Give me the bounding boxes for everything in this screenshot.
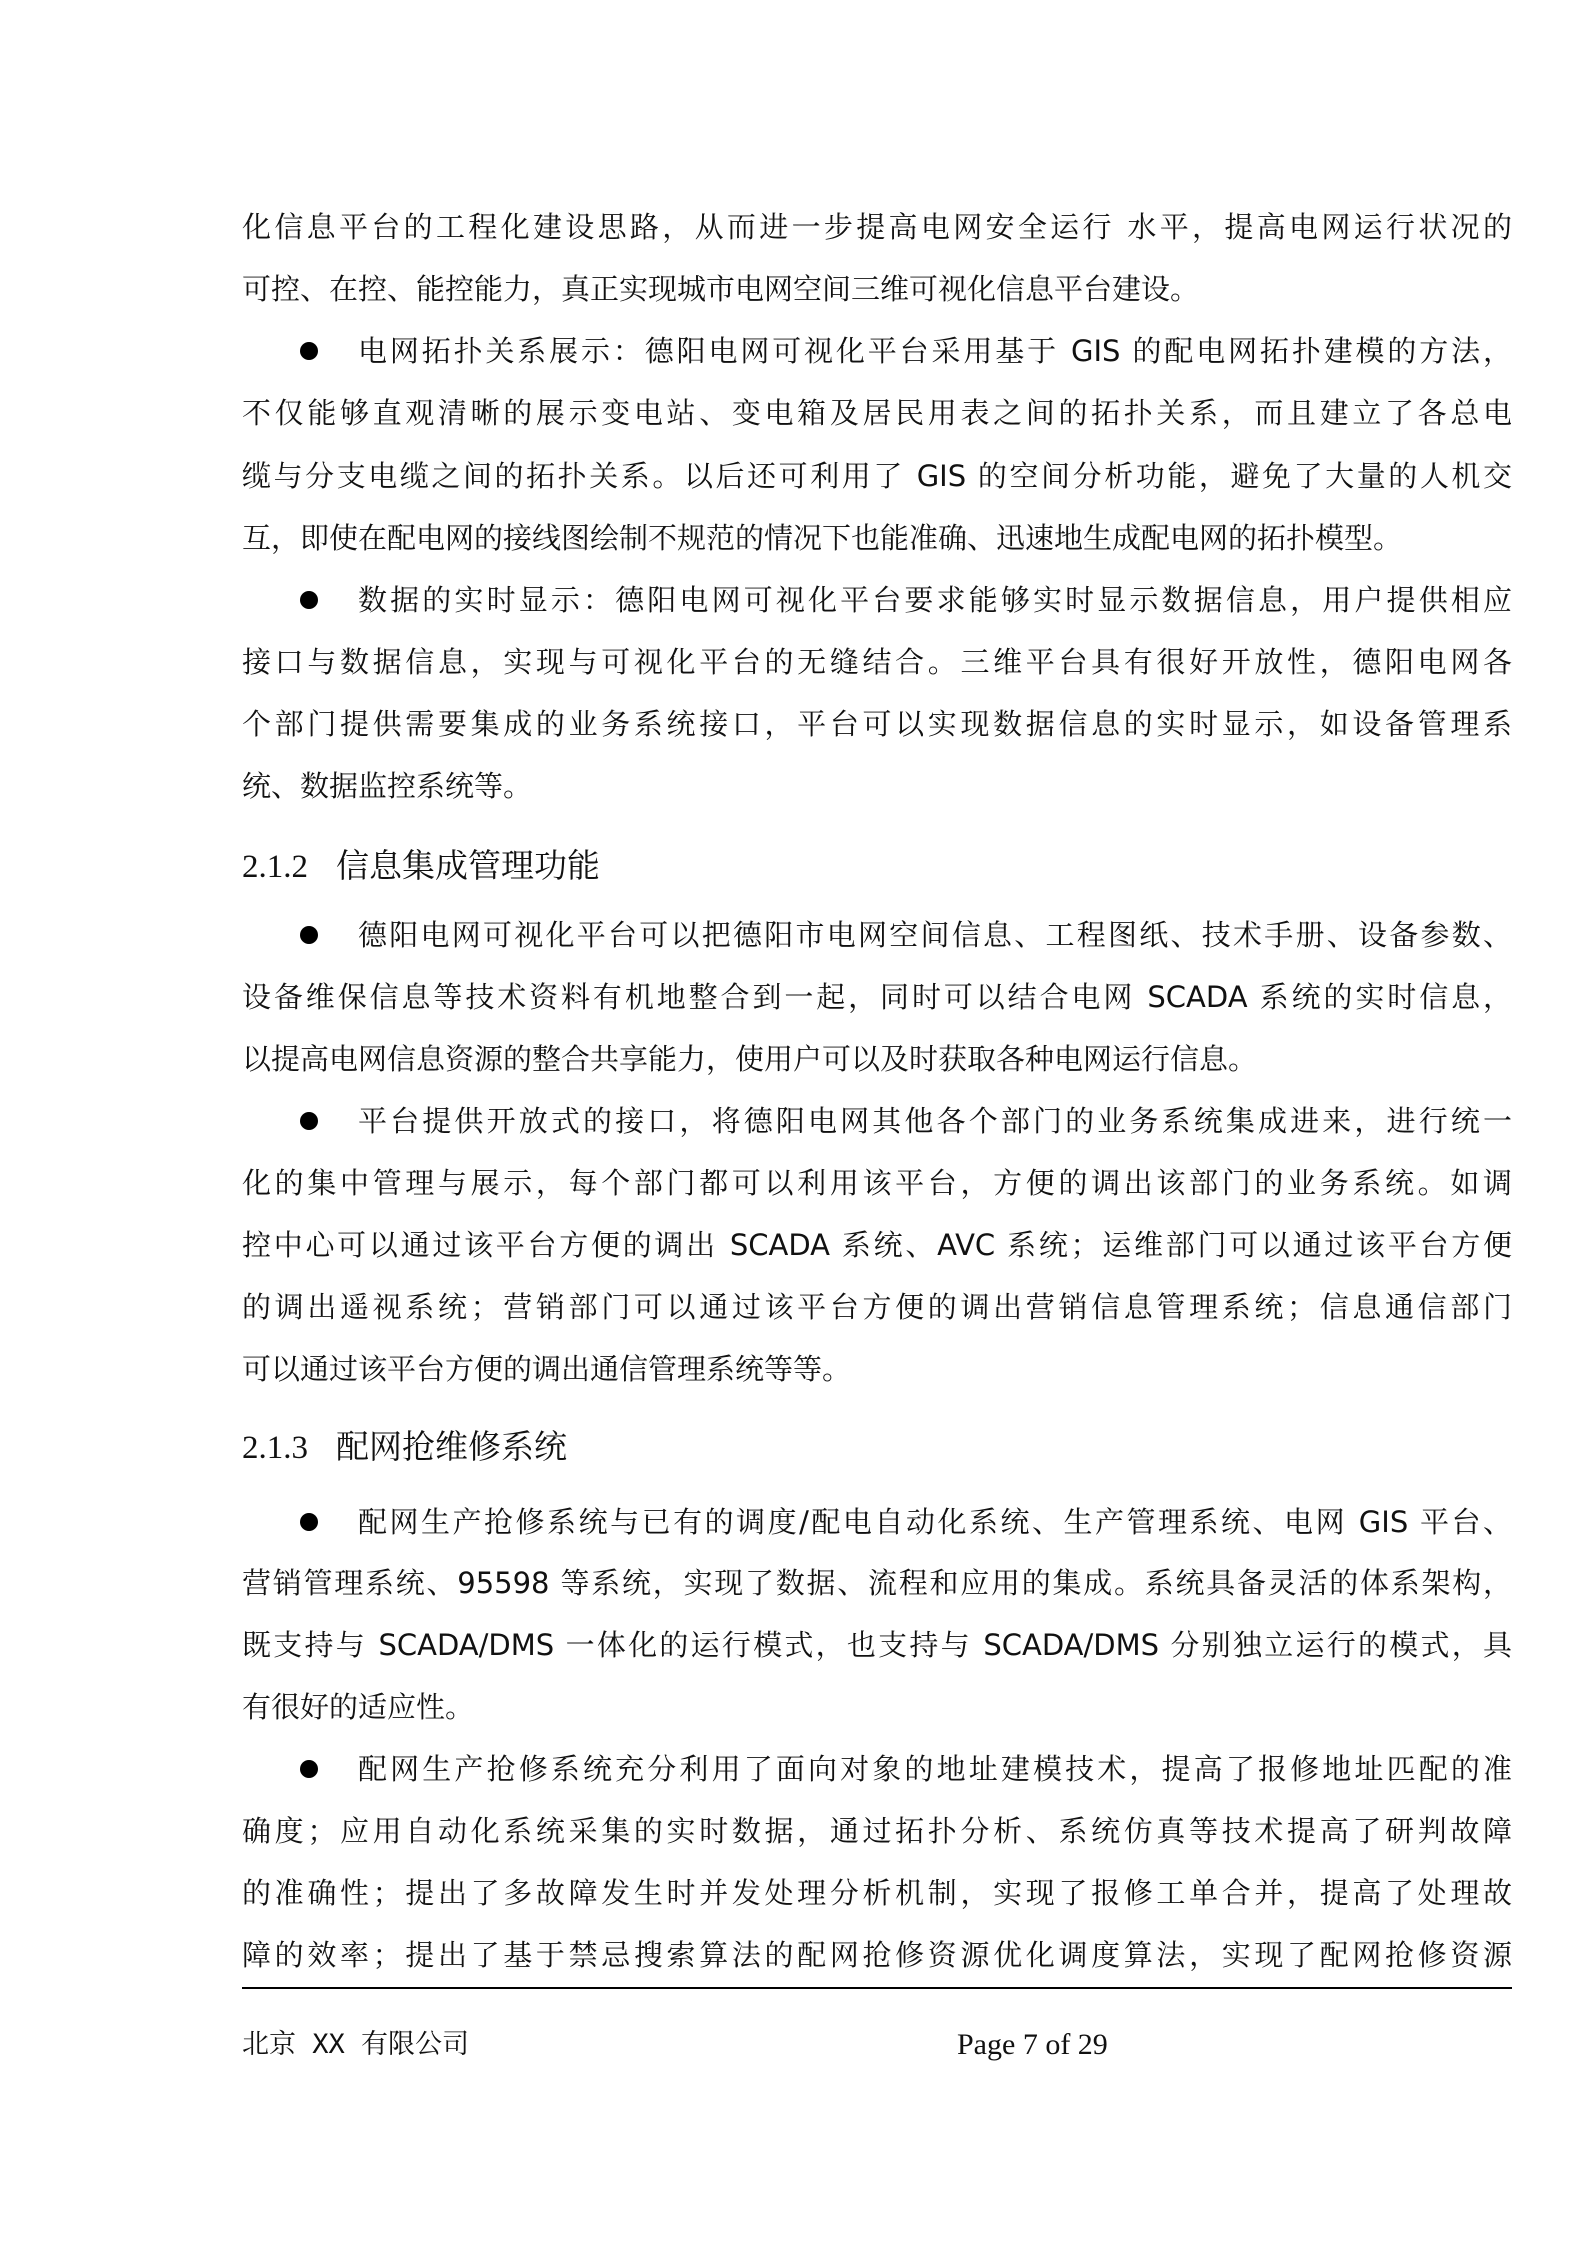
paragraph-line: 个部门提供需要集成的业务系统接口，平台可以实现数据信息的实时显示，如设备管理系 [242, 707, 1512, 741]
paragraph-line: 营销管理系统、95598 等系统，实现了数据、流程和应用的集成。系统具备灵活的体系架构， [242, 1566, 1512, 1600]
bullet-icon [300, 926, 318, 944]
bullet-icon [300, 591, 318, 609]
paragraph-line: 化信息平台的工程化建设思路，从而进一步提高电网安全运行 水平，提高电网运行状况的 [242, 210, 1512, 244]
paragraph-line: 的调出遥视系统；营销部门可以通过该平台方便的调出营销信息管理系统；信息通信部门 [242, 1290, 1512, 1324]
paragraph-line: 可以通过该平台方便的调出通信管理系统等等。 [242, 1352, 852, 1386]
paragraph-line: 设备维保信息等技术资料有机地整合到一起，同时可以结合电网 SCADA 系统的实时信息， [242, 980, 1512, 1014]
bullet-icon [300, 1112, 318, 1130]
bullet-icon [300, 342, 318, 360]
paragraph-line: 配网生产抢修系统充分利用了面向对象的地址建模技术，提高了报修地址匹配的准 [358, 1752, 1512, 1786]
section-heading [242, 1422, 567, 1472]
paragraph-line: 接口与数据信息，实现与可视化平台的无缝结合。三维平台具有很好开放性，德阳电网各 [242, 645, 1512, 679]
paragraph-line: 确度；应用自动化系统采集的实时数据，通过拓扑分析、系统仿真等技术提高了研判故障 [242, 1814, 1512, 1848]
paragraph-line: 平台提供开放式的接口，将德阳电网其他各个部门的业务系统集成进来，进行统一 [358, 1104, 1512, 1138]
footer-page-number: Page 7 of 29 [957, 2028, 1108, 2061]
section-number: 2.1.2 [242, 849, 308, 885]
paragraph-line: 德阳电网可视化平台可以把德阳市电网空间信息、工程图纸、技术手册、设备参数、 [358, 918, 1512, 952]
section-heading [242, 841, 600, 891]
paragraph-line: 有很好的适应性。 [242, 1690, 475, 1724]
paragraph-line: 互，即使在配电网的接线图绘制不规范的情况下也能准确、迅速地生成配电网的拓扑模型。 [242, 521, 1403, 555]
section-title: 配网抢维修系统 [336, 1427, 567, 1466]
paragraph-line: 既支持与 SCADA/DMS 一体化的运行模式，也支持与 SCADA/DMS 分别独立运行的模式，具 [242, 1628, 1512, 1662]
paragraph-line: 不仅能够直观清晰的展示变电站、变电箱及居民用表之间的拓扑关系，而且建立了各总电 [242, 396, 1512, 430]
paragraph-line: 障的效率；提出了基于禁忌搜索算法的配网抢修资源优化调度算法，实现了配网抢修资源 [242, 1938, 1512, 1972]
bullet-icon [300, 1513, 318, 1531]
section-title: 信息集成管理功能 [336, 846, 600, 885]
paragraph-line: 可控、在控、能控能力，真正实现城市电网空间三维可视化信息平台建设。 [242, 272, 1200, 306]
paragraph-line: 的准确性；提出了多故障发生时并发处理分析机制，实现了报修工单合并，提高了处理故 [242, 1876, 1512, 1910]
paragraph-line: 电网拓扑关系展示：德阳电网可视化平台采用基于 GIS 的配电网拓扑建模的方法， [358, 334, 1512, 368]
bullet-icon [300, 1760, 318, 1778]
paragraph-line: 化的集中管理与展示，每个部门都可以利用该平台，方便的调出该部门的业务系统。如调 [242, 1166, 1512, 1200]
paragraph-line: 控中心可以通过该平台方便的调出 SCADA 系统、AVC 系统；运维部门可以通过该平台方便 [242, 1228, 1512, 1262]
paragraph-line: 缆与分支电缆之间的拓扑关系。以后还可利用了 GIS 的空间分析功能，避免了大量的人机交 [242, 459, 1512, 493]
paragraph-line: 数据的实时显示：德阳电网可视化平台要求能够实时显示数据信息，用户提供相应 [358, 583, 1512, 617]
paragraph-line: 统、数据监控系统等。 [242, 769, 533, 803]
paragraph-line: 以提高电网信息资源的整合共享能力，使用户可以及时获取各种电网运行信息。 [242, 1042, 1258, 1076]
footer-company: 北京 XX 有限公司 [242, 2029, 470, 2060]
section-number: 2.1.3 [242, 1430, 308, 1466]
paragraph-line: 配网生产抢修系统与已有的调度/配电自动化系统、生产管理系统、电网 GIS 平台、 [358, 1505, 1512, 1539]
footer-divider [242, 1987, 1512, 1989]
